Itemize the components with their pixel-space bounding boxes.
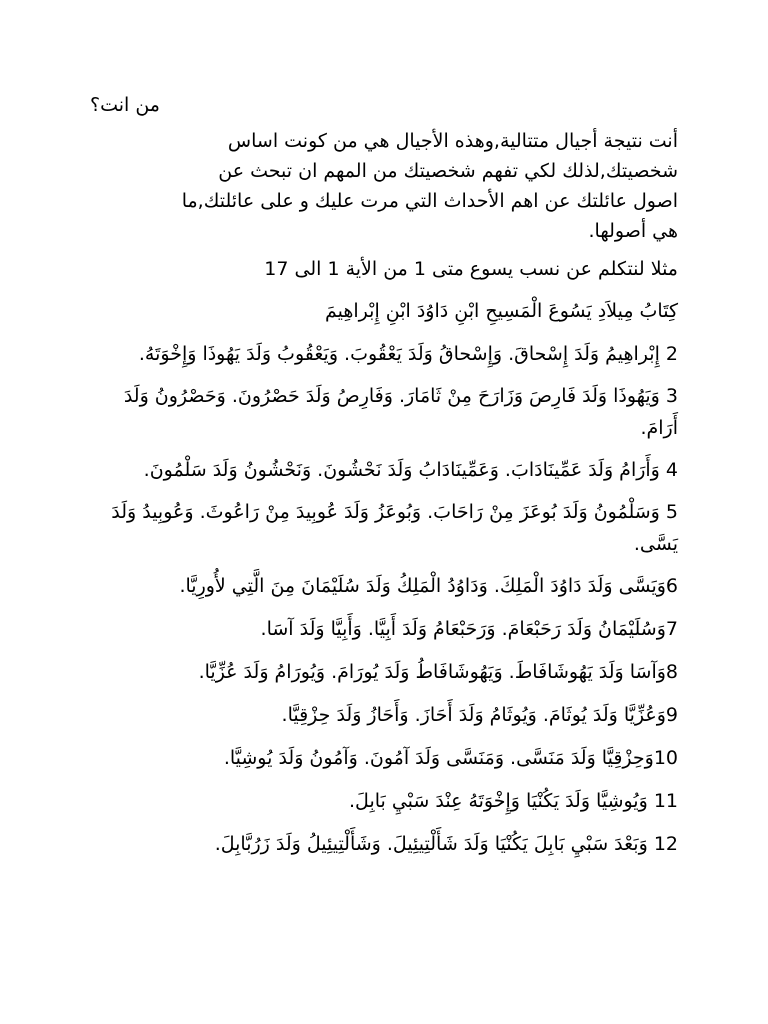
verse-8 <box>90 656 678 688</box>
page-title: من انت؟ <box>90 94 160 116</box>
title-verse: كِتَابُ مِيلاَدِ يَسُوعَ الْمَسِيحِ ابْنِ دَاوُدَ ابْنِ إِبْراهِيمَ <box>325 300 678 322</box>
verse-text: وَسَلْمُونُ وَلَدَ بُوعَزَ مِنْ رَاحَابَ. وَبُوعَزُ وَلَدَ عُوبِيدَ مِنْ رَاعُوثَ. وَعُوبِيدُ وَلَدَ يَسَّى. <box>111 501 678 555</box>
verse-number: 7 <box>665 618 678 640</box>
verse-10 <box>90 742 678 774</box>
verse-text: وَسُلَيْمَانُ وَلَدَ رَحَبْعَامَ. وَرَحَبْعَامُ وَلَدَ أَبِيَّا. وَأَبِيَّا وَلَدَ آسَا. <box>260 618 666 640</box>
verse-text: وَبَعْدَ سَبْيِ بَابِلَ يَكُنْيَا وَلَدَ شَأَلْتِيئِيلَ. وَشَأَلْتِيئِيلُ وَلَدَ زَرُبَّابِلَ. <box>214 833 648 855</box>
intro-line: شخصيتك,لذلك لكي تفهم شخصيتك من المهم ان تبحث عن <box>218 160 678 182</box>
intro-line: هي أصولها. <box>588 220 678 242</box>
verse-number: 10 <box>653 747 678 769</box>
verse-text: وَيُوشِيَّا وَلَدَ يَكُنْيَا وَإِخْوَتَهُ عِنْدَ سَبْيِ بَابِلَ. <box>349 790 648 812</box>
verse-number: 9 <box>665 704 678 726</box>
verse-text: وَحِزْقِيَّا وَلَدَ مَنَسَّى. وَمَنَسَّى وَلَدَ آمُونَ. وَآمُونُ وَلَدَ يُوشِيَّا. <box>223 747 654 769</box>
verse-number: 5 <box>665 501 678 523</box>
verse-6 <box>90 570 678 602</box>
verse-11 <box>90 785 678 817</box>
verse-2 <box>90 338 678 370</box>
intro-line: أنت نتيجة أجيال متتالية,وهذه الأجيال هي من كونت اساس <box>227 130 678 152</box>
document-page <box>90 92 678 871</box>
verse-text: إِبْراهِيمُ وَلَدَ إِسْحاقَ. وَإِسْحاقُ وَلَدَ يَعْقُوبَ. وَيَعْقُوبُ وَلَدَ يَهُوذَا وَإِخْوَتَهُ. <box>138 343 660 365</box>
intro-line: اصول عائلتك عن اهم الأحداث التي مرت عليك و على عائلتك,ما <box>181 190 678 212</box>
verse-9 <box>90 699 678 731</box>
verse-text: وَأَرَامُ وَلَدَ عَمِّينَادَابَ. وَعَمِّينَادَابُ وَلَدَ نَحْشُونَ. وَنَحْشُونُ وَلَدَ سَلْمُونَ. <box>143 459 660 481</box>
verse-4 <box>90 454 678 486</box>
verse-number: 11 <box>653 790 678 812</box>
verse-text: وَآسَا وَلَدَ يَهُوشَافَاطَ. وَيَهُوشَافَاطُ وَلَدَ يُورَامَ. وَيُورَامُ وَلَدَ عُزِّيَّا. <box>198 661 666 683</box>
verse-text: وَعُزِّيَّا وَلَدَ يُوثَامَ. وَيُوثَامُ وَلَدَ أَحَازَ. وَأَحَازُ وَلَدَ حِزْقِيَّا. <box>281 704 666 726</box>
verse-number: 12 <box>653 833 678 855</box>
lead-paragraph: مثلا لنتكلم عن نسب يسوع متى 1 من الأية 1 الى 17 <box>264 258 678 280</box>
verse-text: وَيَسَّى وَلَدَ دَاوُدَ الْمَلِكَ. وَدَاوُدُ الْمَلِكُ وَلَدَ سُلَيْمَانَ مِنَ الَّتِي لأُورِيَّا. <box>179 575 666 597</box>
verse-12 <box>90 828 678 860</box>
verse-number: 2 <box>665 343 678 365</box>
verse-5 <box>90 496 678 560</box>
verse-3 <box>90 380 678 444</box>
verse-7 <box>90 613 678 645</box>
verse-number: 4 <box>665 459 678 481</box>
verse-number: 3 <box>665 385 678 407</box>
verse-text: وَيَهُوذَا وَلَدَ فَارِصَ وَزَارَحَ مِنْ ثَامَارَ. وَفَارِصُ وَلَدَ حَصْرُونَ. وَحَصْرُونُ وَلَدَ أَرَامَ. <box>123 385 678 439</box>
verse-number: 6 <box>665 575 678 597</box>
intro-paragraph <box>90 126 678 246</box>
verse-number: 8 <box>665 661 678 683</box>
